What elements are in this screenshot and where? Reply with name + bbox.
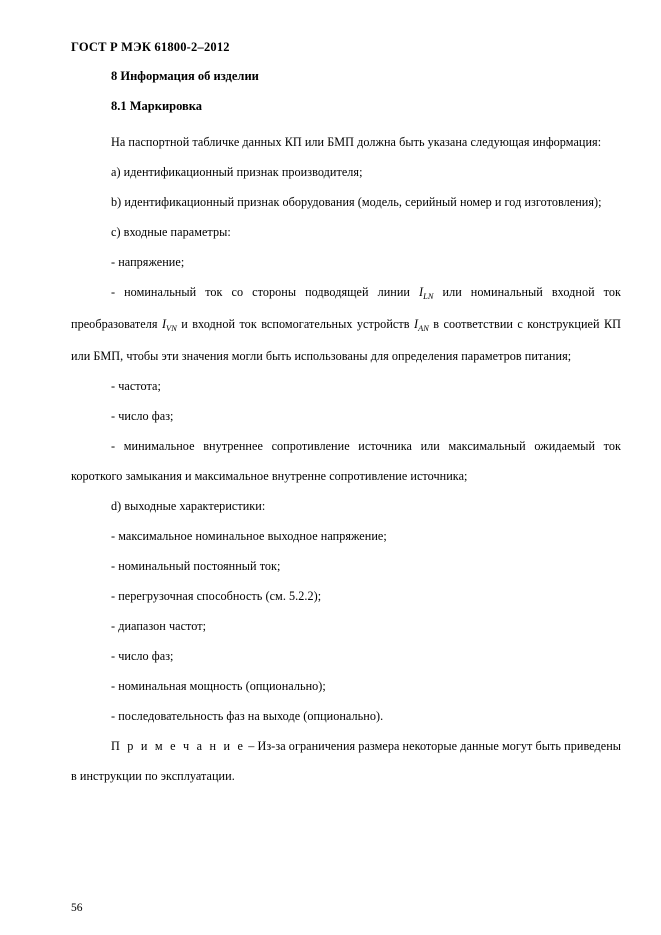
subclause-title: 8.1 Маркировка [111, 99, 203, 113]
current-text-part2: или номинальный входной ток преобразователя [71, 285, 622, 331]
list-item-rated-power: - номинальная мощность (опционально); [111, 679, 326, 693]
list-item-a: a) идентификационный признак производителя; [111, 165, 363, 179]
current-text-part3: и входной ток вспомогательных устройств [176, 317, 414, 331]
note-label: П р и м е ч а н и е [111, 739, 246, 753]
page-header: ГОСТ Р МЭК 61800-2–2012 [71, 40, 230, 54]
list-item-voltage: - напряжение; [111, 255, 185, 269]
list-item-max-output-voltage: - максимальное номинальное выходное напряжение; [111, 529, 387, 543]
list-item-overload-capacity: - перегрузочная способность (см. 5.2.2); [111, 589, 322, 603]
note-paragraph [71, 731, 621, 791]
current-text-part4: в соответствии с конструкцией КП или БМП, чтобы эти значения могли быть использованы для определения параметров питания; [71, 317, 621, 363]
note-dash: – [245, 739, 258, 753]
intro-paragraph: На паспортной табличке данных КП или БМП должна быть указана следующая информация: [111, 135, 602, 149]
list-item-rated-dc-current: - номинальный постоянный ток; [111, 559, 281, 573]
page-number: 56 [71, 901, 83, 914]
list-item-c: c) входные параметры: [111, 225, 231, 239]
symbol-iln: $I_{LN}$ [419, 285, 434, 301]
list-item-phase-count-input: - число фаз; [111, 409, 174, 423]
list-item-phase-sequence: - последовательность фаз на выходе (опционально). [111, 709, 384, 723]
list-item-phase-count-output: - число фаз; [111, 649, 174, 663]
list-item-frequency-range: - диапазон частот; [111, 619, 207, 633]
spacer [71, 114, 621, 127]
list-item-rated-current [71, 277, 621, 371]
list-item-source-impedance: - минимальное внутреннее сопротивление источника или максимальный ожидаемый ток короткого замыкания и максимальное внутренне сопротивление источника; [71, 439, 621, 483]
list-item-frequency: - частота; [111, 379, 161, 393]
symbol-ivn: $I_{VN}$ [161, 317, 177, 333]
spacer [71, 84, 621, 99]
list-item-b: b) идентификационный признак оборудования (модель, серийный номер и год изготовления); [111, 195, 602, 209]
current-text-part1: - номинальный ток со стороны подводящей линии [111, 285, 420, 299]
clause-title: 8 Информация об изделии [111, 69, 259, 83]
symbol-ian: $I_{AN}$ [413, 317, 429, 333]
list-item-d: d) выходные характеристики: [111, 499, 266, 513]
note-text: Из-за ограничения размера некоторые данные могут быть приведены в инструкции по эксплуатации. [71, 739, 622, 783]
